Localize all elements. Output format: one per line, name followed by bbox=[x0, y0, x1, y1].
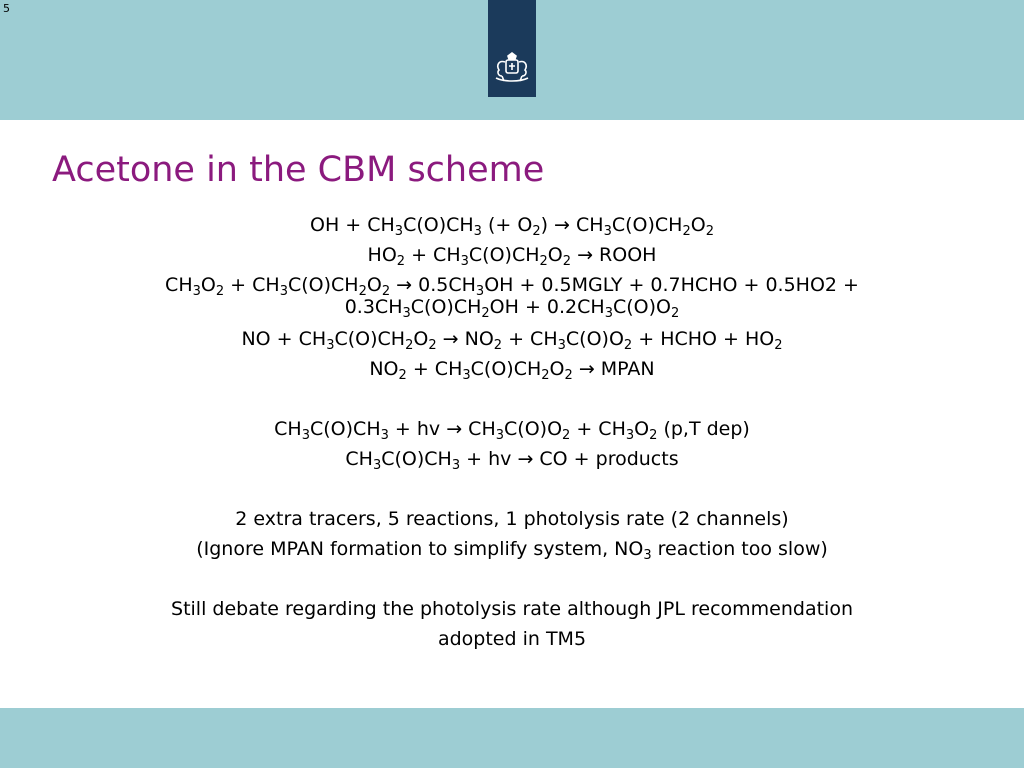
slide-title: Acetone in the CBM scheme bbox=[52, 150, 545, 190]
note-debate-line-2: adopted in TM5 bbox=[437, 628, 587, 650]
reaction-2: $HO_2 + CH_3C(O)CH_2O_2$ → ROOH bbox=[367, 244, 657, 269]
logo bbox=[488, 0, 536, 97]
spacer bbox=[60, 564, 964, 594]
reaction-3 bbox=[60, 274, 964, 321]
reaction-4: NO + $CH_3C(O)CH_2O_2 \to NO_2 + CH_3C(O)O_2$ + HCHO + $HO_2$ bbox=[241, 328, 783, 353]
photolysis-1: $CH_3C(O)CH_3$ + hv → $CH_3C(O)O_2 + CH_3O_2$ (p,T dep) bbox=[274, 418, 750, 443]
coat-of-arms-icon bbox=[490, 52, 534, 88]
spacer bbox=[60, 474, 964, 504]
footer-band bbox=[0, 708, 1024, 768]
reaction-3-line-1: $CH_3O_2 + CH_3C(O)CH_2O_2 \to 0.5CH_3OH$ + 0.5MGLY + 0.7HCHO + 0.5HO2 + bbox=[165, 274, 859, 299]
note-debate-line-1: Still debate regarding the photolysis rate although JPL recommendation bbox=[171, 598, 853, 620]
note-tracers: 2 extra tracers, 5 reactions, 1 photolysis rate (2 channels) bbox=[235, 508, 789, 530]
reaction-1: OH + $CH_3C(O)CH_3$ (+ $O_2) \to CH_3C(O)CH_2O_2$ bbox=[309, 214, 714, 239]
note-ignore-mpan: (Ignore MPAN formation to simplify system, $NO_3$ reaction too slow) bbox=[196, 538, 828, 563]
photolysis-2: $CH_3C(O)CH_3$ + hv → CO + products bbox=[345, 448, 679, 473]
slide-body bbox=[60, 210, 964, 654]
reaction-3-line-2: $0.3CH_3C(O)CH_2OH + 0.2CH_3C(O)O_2$ bbox=[344, 296, 680, 321]
spacer bbox=[60, 384, 964, 414]
page-number: 5 bbox=[3, 2, 10, 15]
reaction-5: $NO_2 + CH_3C(O)CH_2O_2$ → MPAN bbox=[369, 358, 655, 383]
